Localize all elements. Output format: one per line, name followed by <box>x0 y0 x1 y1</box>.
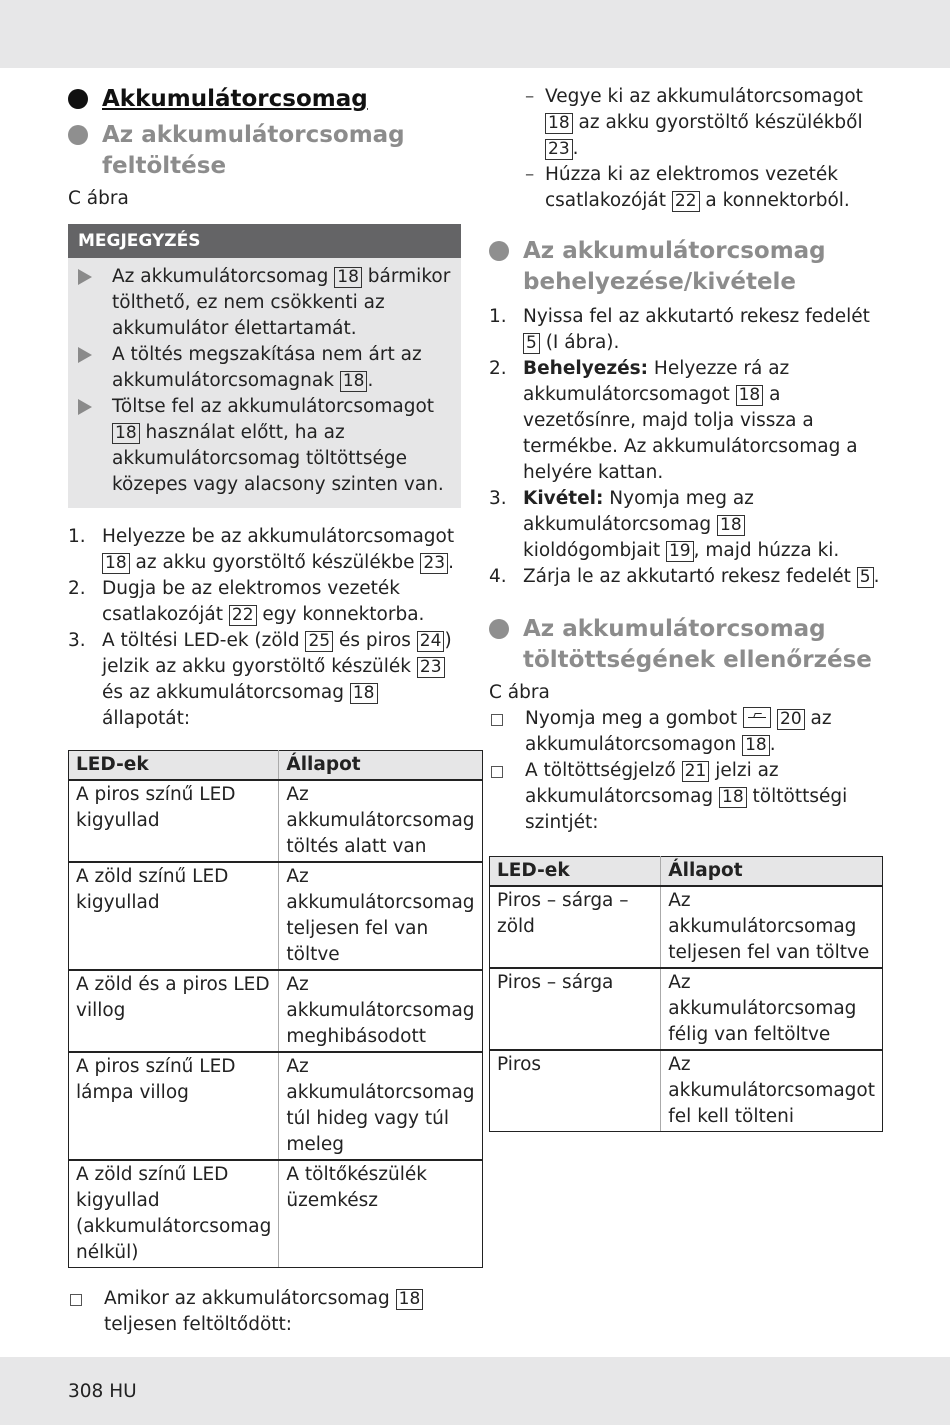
square-bullet-icon <box>491 766 503 778</box>
insert-remove-steps <box>489 304 883 590</box>
square-bullet-icon <box>70 1294 82 1306</box>
triangle-bullet-icon <box>78 269 92 285</box>
list-item: 1. Nyissa fel az akkutartó rekesz fedelét 5 (I ábra). <box>489 306 870 353</box>
figure-reference: C ábra <box>68 188 129 209</box>
part-ref: 5 <box>523 333 540 354</box>
part-ref: 18 <box>350 683 378 704</box>
charge-level-table <box>489 856 883 1132</box>
part-ref: 18 <box>719 787 747 808</box>
part-ref: 18 <box>334 267 362 288</box>
part-ref: 18 <box>736 385 764 406</box>
bullet-dot-icon <box>68 125 88 145</box>
checkbox-list-item: Nyomja meg a gombot 20 az akkumulátorcsomagon 18 . <box>489 706 883 758</box>
list-item: 3. A töltési LED-ek (zöld 25 és piros 24 ) jelzik az akku gyorstöltő készülék 23 és az akkumulátorcsomag 18 állapotát: <box>68 630 452 729</box>
list-item: 2. Dugja be az elektromos vezeték csatlakozóját 22 egy konnektorba. <box>68 578 425 625</box>
part-ref: 18 <box>102 553 130 574</box>
part-ref: 25 <box>305 631 333 652</box>
part-ref: 24 <box>417 631 445 652</box>
triangle-bullet-icon <box>78 399 92 415</box>
charging-steps <box>68 524 462 732</box>
part-ref: 21 <box>682 761 710 782</box>
table-header-row: LED-ek Állapot <box>69 751 483 781</box>
part-ref: 23 <box>545 139 573 160</box>
bullet-dot-icon <box>489 619 509 639</box>
part-ref: 18 <box>396 1289 424 1310</box>
part-ref: 18 <box>340 371 368 392</box>
subsection-heading-check-charge: Az akkumulátorcsomag töltöttségének ellenőrzése <box>489 614 883 676</box>
part-ref: 18 <box>717 515 745 536</box>
table-row: Piros – sárga Az akkumulátorcsomag félig van feltöltve <box>490 968 883 1050</box>
table-header-row: LED-ek Állapot <box>490 857 883 887</box>
part-ref: 19 <box>666 541 694 562</box>
table-row: Piros Az akkumulátorcsomagot fel kell tölteni <box>490 1050 883 1132</box>
checkbox-list-item: A töltöttségjelző 21 jelzi az akkumulátorcsomag 18 töltöttségi szintjét: <box>489 758 883 836</box>
bullet-dot-icon <box>68 89 88 109</box>
part-ref: 18 <box>742 735 770 756</box>
checkbox-list-item: Amikor az akkumulátorcsomag 18 teljesen feltöltődött: <box>68 1286 462 1338</box>
dash-list-item: – Húzza ki az elektromos vezeték csatlakozóját 22 a konnektorból. <box>525 164 850 211</box>
page-number: 308 HU <box>68 1381 137 1402</box>
note-title: MEGJEGYZÉS <box>68 224 461 258</box>
table-row: A zöld színű LED kigyullad Az akkumulátorcsomag teljesen fel van töltve <box>69 862 483 970</box>
square-bullet-icon <box>491 714 503 726</box>
button-symbol-icon <box>743 707 771 728</box>
figure-reference: C ábra <box>489 682 550 703</box>
note-item: A töltés megszakítása nem árt az akkumulátorcsomagnak 18 . <box>78 342 451 394</box>
subsection-heading-charging: Az akkumulátorcsomag feltöltése <box>68 120 462 182</box>
triangle-bullet-icon <box>78 347 92 363</box>
list-item: 2. Behelyezés: Helyezze rá az akkumulátorcsomagot 18 a vezetősínre, majd tolja vissza a termékbe. Az akkumulátorcsomag a helyére kattan. <box>489 358 858 483</box>
part-ref: 5 <box>857 567 874 588</box>
bottom-band <box>0 1357 950 1425</box>
dash-list-item: – Vegye ki az akkumulátorcsomagot 18 az akku gyorstöltő készülékből 23 . <box>525 86 863 159</box>
subsection-heading-insert-remove: Az akkumulátorcsomag behelyezése/kivétele <box>489 236 883 298</box>
table-row: A zöld és a piros LED villog Az akkumulátorcsomag meghibásodott <box>69 970 483 1052</box>
section-heading: Akkumulátorcsomag <box>68 84 462 114</box>
list-item: 1. Helyezze be az akkumulátorcsomagot 18 az akku gyorstöltő készülékbe 23 . <box>68 526 455 573</box>
bullet-dot-icon <box>489 241 509 261</box>
table-row: A zöld színű LED kigyullad (akkumulátorcsomag nélkül) A töltőkészülék üzemkész <box>69 1160 483 1268</box>
table-row: A piros színű LED kigyullad Az akkumulátorcsomag töltés alatt van <box>69 780 483 862</box>
table-row: Piros – sárga – zöld Az akkumulátorcsomag teljesen fel van töltve <box>490 886 883 968</box>
led-status-table <box>68 750 483 1268</box>
part-ref: 20 <box>777 709 805 730</box>
part-ref: 23 <box>417 657 445 678</box>
note-box <box>68 224 461 508</box>
table-row: A piros színű LED lámpa villog Az akkumulátorcsomag túl hideg vagy túl meleg <box>69 1052 483 1160</box>
top-band <box>0 0 950 68</box>
part-ref: 18 <box>112 423 140 444</box>
part-ref: 22 <box>672 191 700 212</box>
left-column <box>68 84 475 1338</box>
note-item: Töltse fel az akkumulátorcsomagot 18 használat előtt, ha az akkumulátorcsomag töltöttsége közepes vagy alacsony szinten van. <box>78 394 451 498</box>
note-item: Az akkumulátorcsomag 18 bármikor tölthető, ez nem csökkenti az akkumulátor élettartamát. <box>78 264 451 342</box>
list-item: 3. Kivétel: Nyomja meg az akkumulátorcsomag 18 kioldógombjait 19 , majd húzza ki. <box>489 488 840 561</box>
list-item: 4. Zárja le az akkutartó rekesz fedelét 5 . <box>489 566 880 587</box>
part-ref: 23 <box>420 553 448 574</box>
part-ref: 18 <box>545 113 573 134</box>
part-ref: 22 <box>229 605 257 626</box>
right-column <box>489 84 883 1132</box>
